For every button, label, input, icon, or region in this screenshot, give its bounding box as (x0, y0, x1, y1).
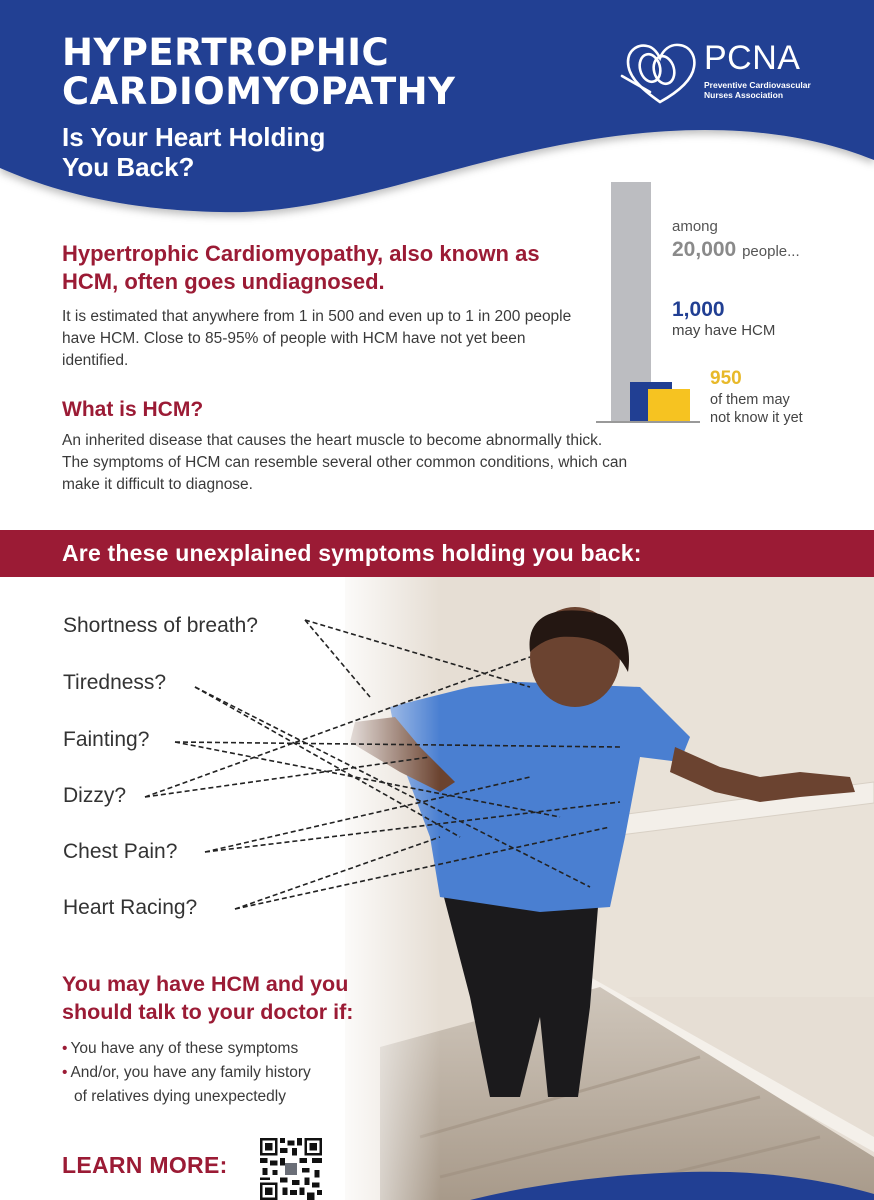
symptom-heart-racing: Heart Racing? (63, 896, 198, 919)
symptom-chest-pain: Chest Pain? (63, 840, 178, 863)
cta-heading-line-1: You may have HCM and you (62, 972, 349, 996)
subtitle-line-2: You Back? (62, 152, 195, 182)
bullet-icon: • (62, 1064, 68, 1081)
cta-item: • You have any of these symptoms (62, 1040, 299, 1057)
footer-wave (470, 1170, 874, 1200)
intro-body: It is estimated that anywhere from 1 in 500 and even up to 1 in 200 people have HCM. Close to 85-95% of people with HCM have not yet been identified. (62, 308, 572, 369)
bar-may-not-know (648, 389, 690, 422)
stat-unknown-label-2: not know it yet (710, 410, 803, 426)
stat-total (672, 238, 800, 262)
logo-subtitle-1: Preventive Cardiovascular (704, 80, 811, 90)
cta-heading-line-2: should talk to your doctor if: (62, 1000, 354, 1024)
stat-unknown-label-1: of them may (710, 392, 790, 408)
heart-rings-icon (620, 40, 700, 106)
stat-among-label: among (672, 218, 718, 235)
chart-baseline (596, 421, 700, 423)
logo-subtitle-2: Nurses Association (704, 90, 784, 100)
subtitle-line-1: Is Your Heart Holding (62, 122, 326, 152)
symptom-tiredness: Tiredness? (63, 671, 167, 694)
stat-hcm-value: 1,000 (672, 298, 725, 321)
page-title (62, 31, 456, 113)
what-is-hcm-heading: What is HCM? (62, 398, 204, 421)
learn-more-label: LEARN MORE: (62, 1152, 228, 1178)
intro-heading: Hypertrophic Cardiomyopathy, also known as HCM, often goes undiagnosed. (62, 241, 540, 294)
title-line-2: CARDIOMYOPATHY (62, 70, 456, 113)
cta-heading (62, 970, 353, 1026)
stat-hcm-label: may have HCM (672, 322, 776, 339)
pcna-logo (620, 40, 811, 106)
stat-total-value: 20,000 (672, 238, 737, 261)
stat-total-label: people... (742, 243, 800, 260)
stat-unknown-value: 950 (710, 368, 742, 389)
symptom-fainting: Fainting? (63, 728, 150, 751)
logo-name: PCNA (704, 39, 801, 77)
symptoms-banner: Are these unexplained symptoms holding you back: (0, 530, 874, 577)
title-line-1: HYPERTROPHIC (62, 31, 390, 74)
page-subtitle (62, 122, 325, 182)
symptom-dizzy: Dizzy? (63, 784, 127, 807)
cta-item: • And/or, you have any family history of relatives dying unexpectedly (62, 1064, 311, 1105)
stat-unknown-label (710, 391, 803, 427)
cta-list (62, 1037, 311, 1109)
symptom-shortness-of-breath: Shortness of breath? (63, 614, 258, 637)
qr-code-icon[interactable] (260, 1138, 322, 1200)
bullet-icon: • (62, 1040, 68, 1057)
what-is-hcm-body: An inherited disease that causes the heart muscle to become abnormally thick. The symptoms of HCM can resemble several other common conditions, which can make it difficult to diagnose. (62, 432, 628, 493)
